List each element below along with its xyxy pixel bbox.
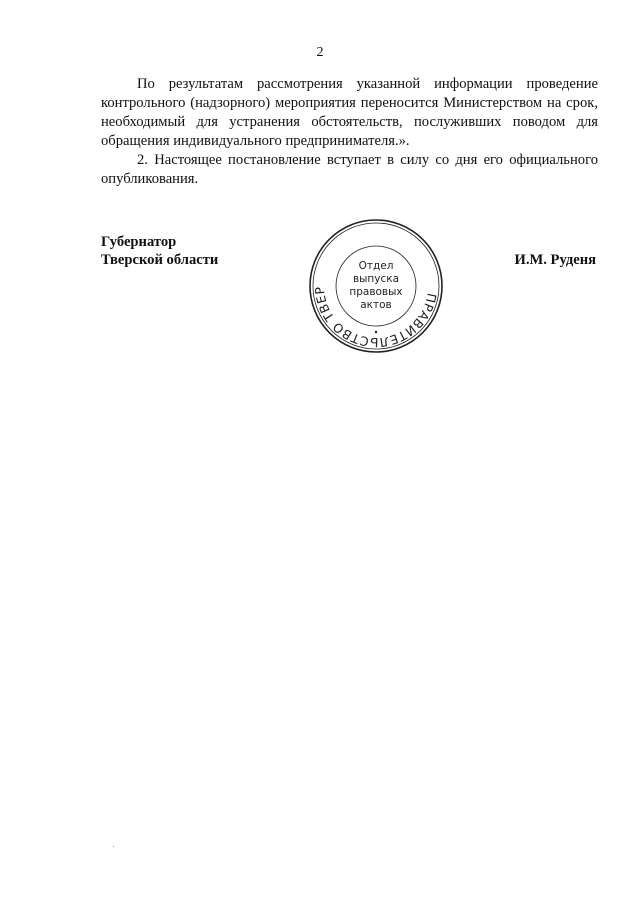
stamp-center-line-3: правовых [349, 286, 403, 298]
signatory-title-line-2: Тверской области [101, 252, 219, 268]
paragraph-2: 2. Настоящее постановление вступает в силу со дня его официального опубликования. [101, 152, 598, 187]
scan-artifact [113, 846, 114, 847]
stamp-center-line-2: выпуска [352, 273, 400, 285]
paragraph-1: По результатам рассмотрения указанной информации проведение контрольного (надзорного) мероприятия переносится Министерством на срок, необходимый для устранения обстоятельств, послуживших поводом для обращения индивидуального предпринимателя.». [101, 76, 598, 149]
stamp-center-line-1: Отдел [358, 260, 394, 272]
official-stamp [305, 215, 447, 357]
body-text [101, 75, 598, 189]
stamp-dot-icon [375, 331, 377, 333]
stamp-center-line-4: актов [360, 299, 392, 311]
stamp-ring-text-path: ПРАВИТЕЛЬСТВО ТВЕР [311, 285, 440, 351]
signatory-title [101, 233, 218, 269]
signatory-name: И.М. Руденя [514, 252, 596, 268]
signatory-title-line-1: Губернатор [101, 234, 177, 250]
page-number: 2 [316, 45, 324, 60]
stamp-seal-icon [305, 215, 447, 357]
